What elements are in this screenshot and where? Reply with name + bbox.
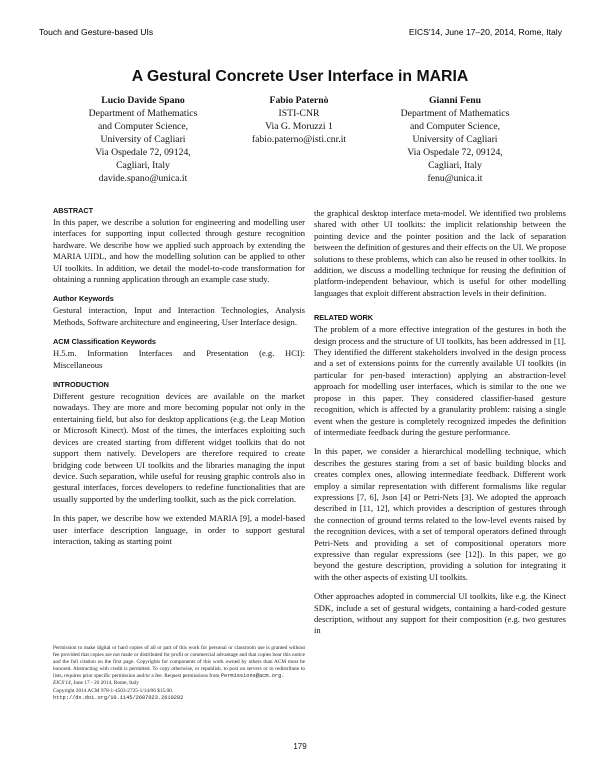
keywords-section	[53, 294, 305, 328]
author-block-3	[380, 94, 530, 185]
page-number: 179	[293, 742, 307, 751]
introduction-heading: INTRODUCTION	[53, 380, 109, 390]
acm-heading: ACM Classification Keywords	[53, 337, 156, 347]
author-name: Fabio Paternò	[269, 95, 329, 106]
related-work-section	[314, 313, 566, 637]
related-work-paragraph: Other approaches adopted in commercial UI toolkits, like e.g. the Kinect SDK, include a set of gestural widgets, containing a hard-coded gesture description, without any support for their composition (e.g. two gestures in	[314, 591, 566, 636]
intro-continuation-paragraph: the graphical desktop interface meta-model. We identified two problems shared with other UI toolkits: the implicit relationship between the pointing device and the pointer position and the lack of separation between the definition of gestures and their effects on the UI. We propose solutions to these problems, which can also be reused in other toolkits. In addition, we discuss a modelling technique for reusing the definition of platform-independent behaviour, which is useful for other modelling languages that exploit different abstraction levels in their definition.	[314, 208, 566, 298]
keywords-heading: Author Keywords	[53, 294, 114, 304]
running-head-track: Touch and Gesture-based UIs	[39, 27, 154, 37]
permission-text: Permission to make digital or hard copies of all or part of this work for personal or classroom use is granted without fee provided that copies are not made or distributed for profit or commercial advantage and that copies bear this notice and the full citation on the first page. Copyrights for components of this work owned by others than ACM must be honored. Abstracting with credit is permitted. To copy otherwise, or republish, to post on servers or to redistribute to lists, requires prior specific permission and/or a fee. Request permissions from	[53, 645, 305, 680]
abstract-text: In this paper, we describe a solution for engineering and modelling user interfaces for supporting input collected through gesture recognition hardware. We describe how we applied such approach by extending the MARIA UIDL, and how the modelling solution can be applied to other UI toolkits. In addition, we detail the model-to-code transformation for obtaining a running application through an example case study.	[53, 217, 305, 285]
introduction-paragraph: In this paper, we describe how we extended MARIA [9], a model-based user interface description language, in order to support gestural interaction, taking as starting point	[53, 513, 305, 546]
paper-title: A Gestural Concrete User Interface in MARIA	[131, 68, 469, 85]
related-work-paragraph: The problem of a more effective integration of the gestures in both the design process and the structure of UI toolkits, has been addressed in [1]. They identified the different stakeholders involved in the design process and a set of extensions points for the currently available UI toolkits (in particular for pen-based interaction) applying an abstraction-level approach for modelling user interfaces, which is similar to the one we propose in this paper. They considered classifier-based gesture recognition, which is affected by a granularity problem: raising a single event when the gesture is completely recognized impedes the definition of intermediate feedback during the gesture performance.	[314, 324, 566, 437]
permission-email[interactable]: Permissions@acm.org.	[220, 673, 285, 680]
running-head	[39, 27, 562, 41]
related-work-paragraph: In this paper, we consider a hierarchical modelling technique, which describes the gestures staring from a set of basic building blocks and creates complex ones, allowing intermediate feedback. Different work employ a similar representation with different formalisms like regular expressions [7, 6], Json [4] or Petri-Nets [3]. We adopted the approach described in [11, 12], which provides a description of gestures through the connection of ground terms related to the low-level events raised by the recognition devices, with a set of temporal operators defined through Petri-Nets and providing a set of compositional operators more expressive than regular expressions (see [12]). In this paper, we go beyond the gesture description, providing a solution for integrating it with the other aspects of existing UI toolkits.	[314, 446, 566, 582]
acm-text: H.5.m. Information Interfaces and Presentation (e.g. HCI): Miscellaneous	[53, 348, 305, 370]
author-email: davide.spano@unica.it	[98, 173, 188, 184]
related-work-heading: RELATED WORK	[314, 313, 374, 323]
author-affiliation-line: University of Cagliari	[100, 134, 186, 145]
author-affiliation-line: and Computer Science,	[97, 121, 189, 132]
introduction-paragraph: Different gesture recognition devices are available on the market nowadays. They are more and more becoming popular not only in the entertaining field, but also for desktop applications (e.g. the Leap Motion or Microsoft Kinect). Most of the times, the interfaces exploiting such devices are created starting from different widget toolkits that do not support them natively. Developers are therefore required to create bridging code between UI toolkits and the libraries managing the input device. Such separation, while useful for reusing graphic controls also in gestural interfaces, forces developers to redefine functionalities that are usually supported by the underling toolkit, such as the pick correlation.	[53, 391, 305, 504]
running-head-conference: EICS'14, June 17–20, 2014, Rome, Italy	[408, 27, 562, 37]
author-affiliation-line: Cagliari, Italy	[116, 160, 170, 171]
keywords-text: Gestural interaction, Input and Interaction Technologies, Analysis Methods, Software architecture and engineering, User Interface design.	[53, 305, 305, 327]
author-affiliation-line: Department of Mathematics	[88, 108, 198, 119]
author-name: Lucio Davide Spano	[101, 95, 185, 106]
author-affiliation-line: University of Cagliari	[412, 134, 498, 145]
acm-section	[53, 337, 305, 371]
author-block-2	[224, 94, 374, 146]
venue-name: EICS'14	[53, 680, 71, 687]
permission-notice	[53, 645, 305, 702]
author-affiliation-line: Via Ospedale 72, 09124,	[407, 147, 503, 158]
left-column	[53, 206, 305, 556]
abstract-heading: ABSTRACT	[53, 206, 94, 215]
author-block-1	[68, 94, 218, 185]
author-affiliation-line: Via G. Moruzzi 1	[265, 121, 333, 132]
author-email: fabio.paterno@isti.cnr.it	[251, 134, 347, 145]
abstract-section	[53, 206, 305, 285]
doi-link[interactable]: http://dx.doi.org/10.1145/2607023.2610282	[53, 694, 184, 701]
author-affiliation-line: Cagliari, Italy	[428, 160, 482, 171]
right-column	[314, 208, 566, 646]
author-affiliation-line: Via Ospedale 72, 09124,	[95, 147, 191, 158]
copyright-line: Copyright 2014 ACM 978-1-4503-2725-1/14/06 $15.00.	[53, 687, 174, 694]
author-email: fenu@unica.it	[427, 173, 483, 184]
introduction-section	[53, 380, 305, 547]
author-name: Gianni Fenu	[429, 95, 481, 106]
author-affiliation-line: Department of Mathematics	[400, 108, 510, 119]
venue-details: , June 17 - 20 2014, Rome, Italy	[70, 680, 139, 687]
author-affiliation-line: and Computer Science,	[409, 121, 501, 132]
author-affiliation-line: ISTI-CNR	[278, 108, 320, 119]
intro-continuation	[314, 208, 566, 299]
